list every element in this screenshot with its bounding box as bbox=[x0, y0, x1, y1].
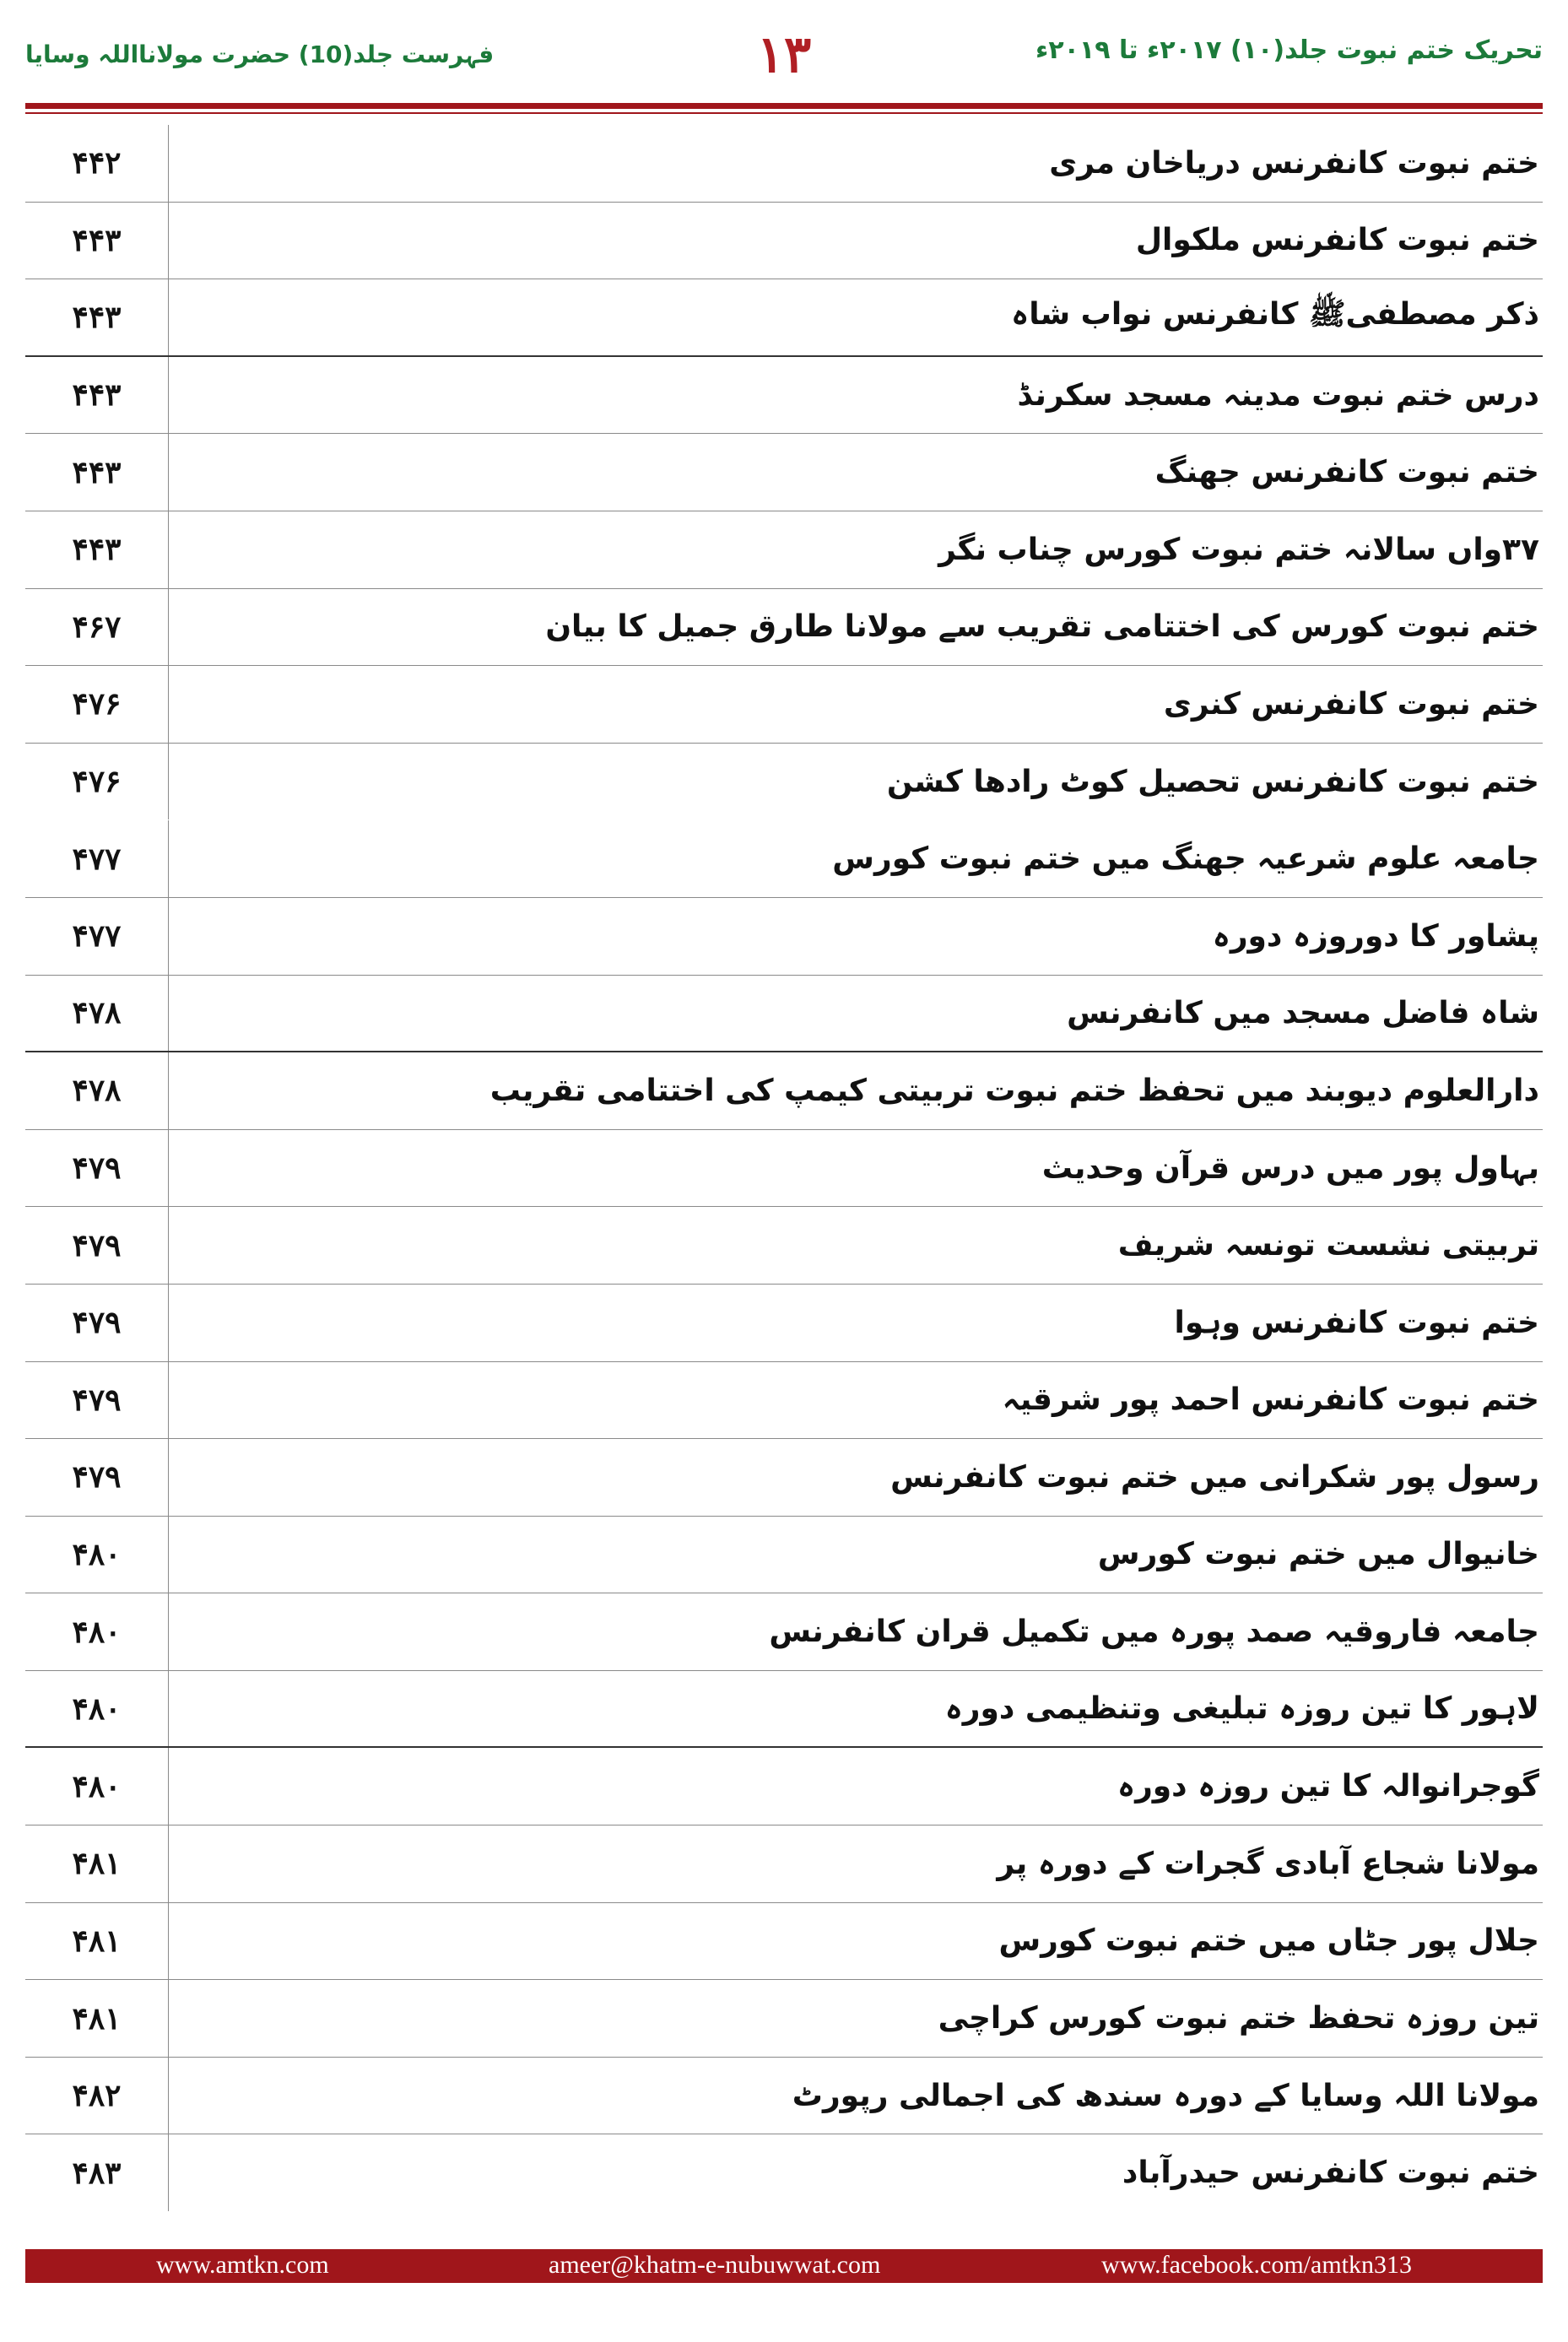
toc-row bbox=[25, 1517, 1543, 1594]
header-rule-thick bbox=[25, 103, 1543, 109]
toc-page-number: ۴۷۶ bbox=[25, 666, 169, 743]
toc-row bbox=[25, 1130, 1543, 1208]
toc-title: ختم نبوت کانفرنس جھنگ bbox=[1154, 455, 1539, 490]
toc-title: ۳۷واں سالانہ ختم نبوت کورس چناب نگر bbox=[938, 532, 1539, 567]
toc-page-number: ۴۶۷ bbox=[25, 589, 169, 666]
toc-page-number: ۴۷۹ bbox=[25, 1285, 169, 1361]
toc-page-number: ۴۴۳ bbox=[25, 279, 169, 355]
toc-page-number: ۴۷۹ bbox=[25, 1130, 169, 1207]
toc-page-number: ۴۷۹ bbox=[25, 1439, 169, 1516]
toc-page-number: ۴۴۲ bbox=[25, 125, 169, 202]
toc-title: جامعہ فاروقیہ صمد پورہ میں تکمیل قران کانفرنس bbox=[769, 1615, 1539, 1650]
toc-row bbox=[25, 1052, 1543, 1130]
page-header bbox=[25, 25, 1543, 93]
toc-title: ختم نبوت کانفرنس تحصیل کوٹ رادھا کشن bbox=[886, 764, 1539, 799]
toc-row bbox=[25, 1362, 1543, 1440]
toc-row bbox=[25, 589, 1543, 667]
toc-page-number: ۴۸۳ bbox=[25, 2134, 169, 2211]
toc-row bbox=[25, 357, 1543, 435]
toc-page-number: ۴۷۶ bbox=[25, 744, 169, 820]
toc-title: ختم نبوت کانفرنس کنری bbox=[1163, 686, 1539, 722]
toc-title: ختم نبوت کانفرنس دریاخان مری bbox=[1049, 145, 1539, 181]
toc-row bbox=[25, 511, 1543, 589]
toc-title: پشاور کا دوروزہ دورہ bbox=[1212, 918, 1539, 954]
toc-page-number: ۴۸۱ bbox=[25, 1980, 169, 2057]
toc-row bbox=[25, 666, 1543, 744]
index-title: فہرست جلد(10) حضرت مولانااللہ وسایا bbox=[25, 41, 495, 68]
toc-page-number: ۴۴۳ bbox=[25, 357, 169, 434]
toc-title: مولانا اللہ وسایا کے دورہ سندھ کی اجمالی رپورٹ bbox=[792, 2078, 1539, 2113]
toc-page-number: ۴۷۹ bbox=[25, 1362, 169, 1439]
toc-title: بہاول پور میں درس قرآن وحدیث bbox=[1041, 1150, 1539, 1186]
toc-title: دارالعلوم دیوبند میں تحفظ ختم نبوت تربیتی کیمپ کی اختتامی تقریب bbox=[489, 1073, 1539, 1108]
toc-page-number: ۴۸۲ bbox=[25, 2058, 169, 2134]
toc-page-number: ۴۷۷ bbox=[25, 898, 169, 975]
toc-row bbox=[25, 1903, 1543, 1981]
toc-title: لاہور کا تین روزہ تبلیغی وتنظیمی دورہ bbox=[944, 1691, 1539, 1727]
toc-title: شاہ فاضل مسجد میں کانفرنس bbox=[1067, 995, 1539, 1030]
toc-row bbox=[25, 820, 1543, 898]
toc-row bbox=[25, 1439, 1543, 1517]
toc-row bbox=[25, 203, 1543, 280]
website-link[interactable]: www.amtkn.com bbox=[156, 2251, 329, 2279]
toc-row bbox=[25, 125, 1543, 203]
toc-title: ختم نبوت کانفرنس حیدرآباد bbox=[1122, 2155, 1539, 2191]
toc-title: مولانا شجاع آبادی گجرات کے دورہ پر bbox=[997, 1846, 1539, 1881]
toc-title: ختم نبوت کانفرنس احمد پور شرقیہ bbox=[1002, 1382, 1539, 1418]
toc-row bbox=[25, 1207, 1543, 1285]
toc-page-number: ۴۸۰ bbox=[25, 1671, 169, 1747]
toc-page-number: ۴۸۰ bbox=[25, 1517, 169, 1593]
toc-row bbox=[25, 279, 1543, 357]
toc-title: ختم نبوت کورس کی اختتامی تقریب سے مولانا طارق جمیل کا بیان bbox=[545, 609, 1539, 645]
toc-page-number: ۴۸۱ bbox=[25, 1903, 169, 1980]
toc-page-number: ۴۸۱ bbox=[25, 1825, 169, 1902]
toc-title: ذکر مصطفیﷺ کانفرنس نواب شاہ bbox=[1011, 296, 1539, 332]
facebook-link[interactable]: www.facebook.com/amtkn313 bbox=[1101, 2251, 1412, 2279]
page-footer bbox=[25, 2249, 1543, 2283]
book-title: تحریک ختم نبوت جلد(۱۰) ۲۰۱۷ء تا ۲۰۱۹ء bbox=[1035, 35, 1543, 65]
toc-title: جلال پور جٹاں میں ختم نبوت کورس bbox=[998, 1923, 1539, 1959]
table-of-contents bbox=[25, 125, 1543, 2212]
toc-row bbox=[25, 744, 1543, 821]
toc-row bbox=[25, 1671, 1543, 1749]
page-number: ۱۳ bbox=[756, 25, 812, 84]
toc-title: ختم نبوت کانفرنس وہوا bbox=[1174, 1305, 1539, 1340]
toc-row bbox=[25, 976, 1543, 1053]
toc-row bbox=[25, 1593, 1543, 1671]
toc-title: ختم نبوت کانفرنس ملکوال bbox=[1135, 223, 1539, 258]
toc-page-number: ۴۴۳ bbox=[25, 203, 169, 279]
toc-row bbox=[25, 1980, 1543, 2058]
toc-row bbox=[25, 1825, 1543, 1903]
toc-title: رسول پور شکرانی میں ختم نبوت کانفرنس bbox=[890, 1459, 1539, 1495]
toc-title: جامعہ علوم شرعیہ جھنگ میں ختم نبوت کورس bbox=[832, 841, 1539, 877]
toc-row bbox=[25, 1748, 1543, 1825]
toc-page-number: ۴۷۸ bbox=[25, 1052, 169, 1129]
email-link[interactable]: ameer@khatm-e-nubuwwat.com bbox=[549, 2251, 881, 2279]
toc-title: گوجرانوالہ کا تین روزہ دورہ bbox=[1117, 1769, 1539, 1804]
toc-row bbox=[25, 434, 1543, 511]
toc-row bbox=[25, 2058, 1543, 2135]
toc-title: درس ختم نبوت مدینہ مسجد سکرنڈ bbox=[1017, 377, 1539, 413]
toc-title: خانیوال میں ختم نبوت کورس bbox=[1097, 1537, 1539, 1572]
toc-row bbox=[25, 1285, 1543, 1362]
toc-page-number: ۴۸۰ bbox=[25, 1593, 169, 1670]
toc-page-number: ۴۸۰ bbox=[25, 1748, 169, 1825]
toc-page-number: ۴۷۷ bbox=[25, 820, 169, 897]
toc-row bbox=[25, 2134, 1543, 2212]
toc-page-number: ۴۷۸ bbox=[25, 976, 169, 1052]
toc-page-number: ۴۷۹ bbox=[25, 1207, 169, 1284]
header-rule-thin bbox=[25, 112, 1543, 114]
toc-page-number: ۴۴۳ bbox=[25, 434, 169, 511]
toc-page-number: ۴۴۳ bbox=[25, 511, 169, 588]
toc-row bbox=[25, 898, 1543, 976]
toc-title: تین روزہ تحفظ ختم نبوت کورس کراچی bbox=[938, 2001, 1539, 2036]
toc-title: تربیتی نشست تونسہ شریف bbox=[1117, 1228, 1539, 1263]
